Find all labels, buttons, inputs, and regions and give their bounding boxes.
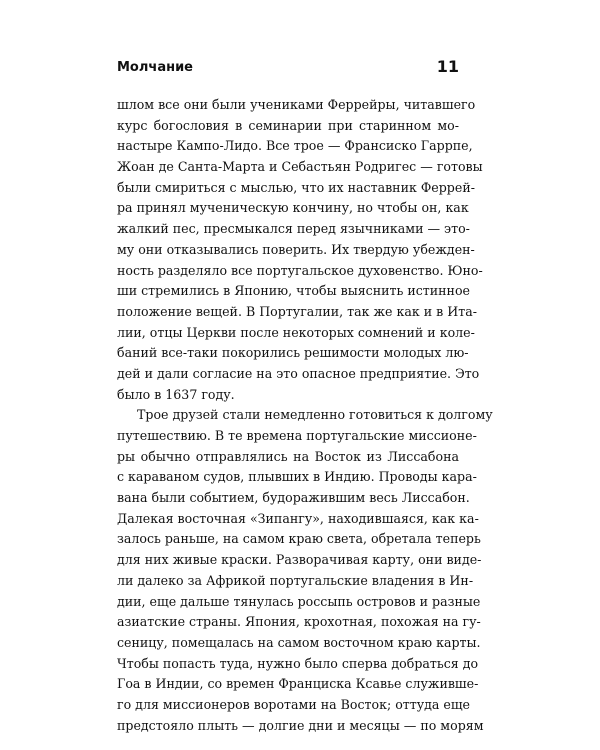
text-line: ра принял мученическую кончину, но чтобы он, как <box>117 200 469 216</box>
running-title: Молчание <box>117 60 193 75</box>
text-line: ры обычно отправлялись на Восток из Лиссабона <box>117 448 459 464</box>
text-line: сеницу, помещалась на самом восточном краю карты. <box>117 634 481 650</box>
text-line: дии, еще дальше тянулась россыпь островов и разные <box>117 593 481 609</box>
text-line: Гоа в Индии, со времен Франциска Ксавье служивше- <box>117 676 479 692</box>
text-line: Чтобы попасть туда, нужно было сперва добраться до <box>117 655 479 671</box>
text-line: для них живые краски. Разворачивая карту, они виде- <box>117 552 482 568</box>
text-line: го для миссионеров воротами на Восток; оттуда еще <box>117 696 470 712</box>
text-line: ли далеко за Африкой португальские владения в Ин- <box>117 572 474 588</box>
text-line: с караваном судов, плывших в Индию. Проводы кара- <box>117 469 477 485</box>
text-line: лии, отцы Церкви после некоторых сомнений и коле- <box>117 324 475 340</box>
text-line: настыре Кампо-Лидо. Все трое — Франсиско Гаррпе, <box>117 138 473 154</box>
text-body <box>117 95 493 736</box>
text-line: были смириться с мыслью, что их наставник Феррей- <box>117 179 475 195</box>
text-line: жалкий пес, пресмыкался перед язычниками — это- <box>117 221 470 237</box>
text-line: Далекая восточная «Зипангу», находившаяся, как ка- <box>117 510 479 526</box>
text-line: дей и дали согласие на это опасное предприятие. Это <box>117 365 480 381</box>
paragraph-1 <box>117 95 483 405</box>
paragraph-2 <box>117 405 493 736</box>
text-line: положение вещей. В Португалии, так же как и в Ита- <box>117 303 477 319</box>
text-line: Трое друзей стали немедленно готовиться к долгому <box>137 407 493 423</box>
text-line: вана были событием, будоражившим весь Лиссабон. <box>117 490 470 506</box>
text-line: было в 1637 году. <box>117 386 235 402</box>
text-line: баний все-таки покорились решимости молодых лю- <box>117 345 469 361</box>
text-line: ши стремились в Японию, чтобы выяснить истинное <box>117 283 470 299</box>
text-line: залось раньше, на самом краю света, обретала теперь <box>117 531 481 547</box>
text-line: азиатские страны. Япония, крохотная, похожая на гу- <box>117 614 481 630</box>
text-line: курс богословия в семинарии при старинном мо- <box>117 117 459 133</box>
text-line: Жоан де Санта-Марта и Себастьян Родригес — готовы <box>117 159 483 175</box>
text-line: шлом все они были учениками Феррейры, читавшего <box>117 97 476 112</box>
text-line: му они отказывались поверить. Их твердую убежден- <box>117 241 475 257</box>
text-line: предстояло плыть — долгие дни и месяцы — по морям <box>117 717 484 733</box>
text-line: ность разделяло все португальское духовенство. Юно- <box>117 262 483 278</box>
text-line: путешествию. В те времена португальские миссионе- <box>117 428 477 443</box>
page-number: 11 <box>436 57 459 76</box>
